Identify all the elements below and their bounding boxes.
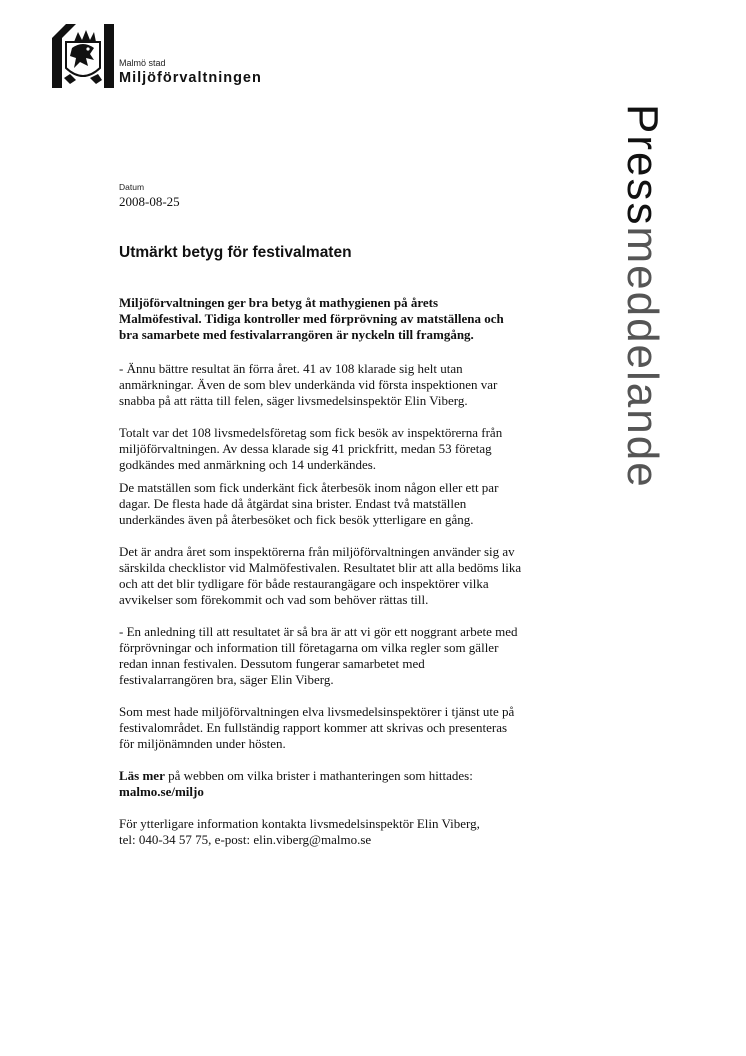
malmo-griffin-crest-icon xyxy=(52,24,114,88)
read-more-bold: Läs mer xyxy=(119,768,165,783)
text-line: avvikelser som förekommit och vad som behöver rättas till. xyxy=(119,592,429,607)
text-line: för miljönämnden under hösten. xyxy=(119,736,286,751)
date-label: Datum xyxy=(119,182,145,192)
paragraph-checklists xyxy=(119,544,579,608)
text-line: anmärkningar. Även de som blev underkända vid första inspektionen var xyxy=(119,377,498,392)
text-line: Det är andra året som inspektörerna från miljöförvaltningen använder sig av xyxy=(119,544,515,559)
paragraph-quote-1 xyxy=(119,361,579,409)
text-line: särskilda checklistor vid Malmöfestivalen. Resultatet blir att alla bedöms lika xyxy=(119,560,522,575)
text-line: festivalarrangören bra, säger Elin Viberg. xyxy=(119,672,334,687)
text-line: dagar. De flesta hade då åtgärdat sina brister. Endast två matställen xyxy=(119,496,467,511)
date-value: 2008-08-25 xyxy=(119,194,180,209)
text-line: och att det blir tydligare för både restaurangägare och inspektörer vilka xyxy=(119,576,489,591)
press-label-part2: meddelande xyxy=(618,226,667,489)
text-line: miljöförvaltningen. Av dessa klarade sig 41 prickfritt, medan 53 företag xyxy=(119,441,492,456)
lead-line: Malmöfestival. Tidiga kontroller med förprövning av matställena och xyxy=(119,311,504,326)
paragraph-inspectors xyxy=(119,704,579,752)
text-line: - En anledning till att resultatet är så bra är att vi gör ett noggrant arbete med xyxy=(119,624,518,639)
press-label-part1: Press xyxy=(618,104,667,227)
lead-line: bra samarbete med festivalarrangören är nyckeln till framgång. xyxy=(119,327,474,342)
read-more-text: på webben om vilka brister i mathanteringen som hittades: xyxy=(164,768,473,783)
contact-line-1: För ytterligare information kontakta livsmedelsinspektör Elin Viberg, xyxy=(119,816,480,831)
paragraph-reinspection xyxy=(119,480,579,528)
paragraph-totals xyxy=(119,425,579,473)
lead-paragraph xyxy=(119,295,579,343)
paragraph-read-more xyxy=(119,768,579,800)
text-line: De matställen som fick underkänt fick återbesök inom någon eller ett par xyxy=(119,480,499,495)
org-main-label: Miljöförvaltningen xyxy=(119,70,262,86)
text-line: - Ännu bättre resultat än förra året. 41 av 108 klarade sig helt utan xyxy=(119,361,463,376)
text-line: underkändes även på återbesöket och fick besök ytterligare en gång. xyxy=(119,512,474,527)
paragraph-quote-2 xyxy=(119,624,579,688)
text-line: festivalområdet. En fullständig rapport kommer att skrivas och presenteras xyxy=(119,720,508,735)
read-more-line xyxy=(119,768,579,784)
text-line: förprövningar och information till företagarna om vilka regler som gäller xyxy=(119,640,499,655)
lead-line: Miljöförvaltningen ger bra betyg åt mathygienen på årets xyxy=(119,295,439,310)
paragraph-contact xyxy=(119,816,579,848)
press-release-vertical-label xyxy=(618,104,667,489)
text-line: godkändes med anmärkning och 14 underkändes. xyxy=(119,457,377,472)
org-small-label: Malmö stad xyxy=(119,58,166,68)
contact-line-2: tel: 040-34 57 75, e-post: elin.viberg@malmo.se xyxy=(119,832,372,847)
text-line: redan innan festivalen. Dessutom fungerar samarbetet med xyxy=(119,656,425,671)
article-body xyxy=(119,295,579,848)
read-more-link[interactable]: malmo.se/miljo xyxy=(119,784,204,799)
page-title: Utmärkt betyg för festivalmaten xyxy=(119,244,352,261)
text-line: Totalt var det 108 livsmedelsföretag som fick besök av inspektörerna från xyxy=(119,425,503,440)
text-line: snabba på att rätta till felen, säger livsmedelsinspektör Elin Viberg. xyxy=(119,393,468,408)
text-line: Som mest hade miljöförvaltningen elva livsmedelsinspektörer i tjänst ute på xyxy=(119,704,515,719)
